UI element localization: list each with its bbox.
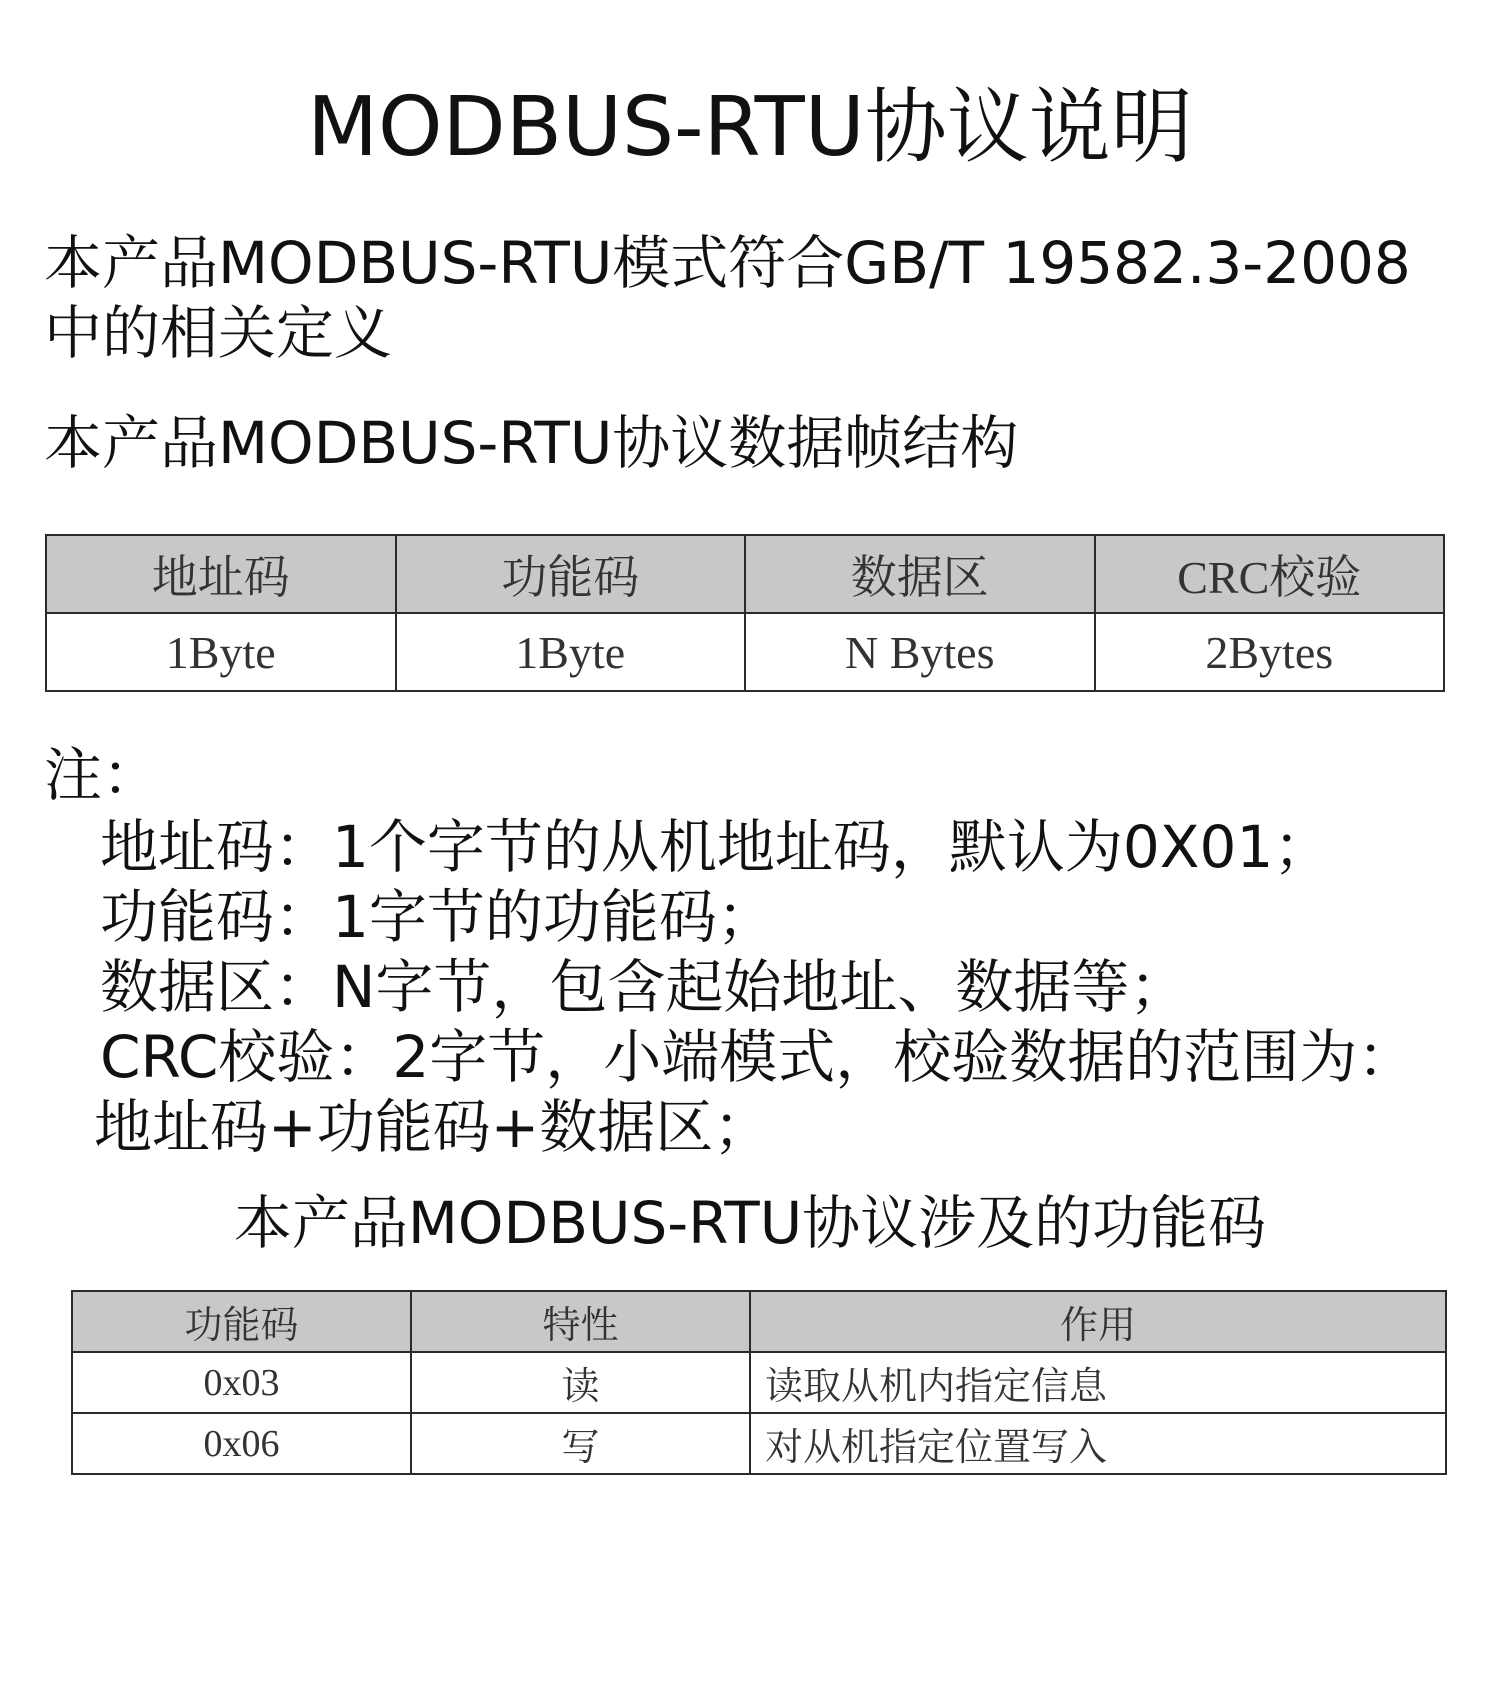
function-codes-table xyxy=(71,1290,1447,1475)
value-data-area: N Bytes xyxy=(745,613,1095,691)
page-title: MODBUS-RTU协议说明 xyxy=(307,80,1193,175)
table-row xyxy=(72,1413,1446,1474)
value-function-code: 1Byte xyxy=(396,613,746,691)
cell-property: 写 xyxy=(411,1413,750,1474)
notes-list xyxy=(94,812,1416,1162)
header-function-code: 功能码 xyxy=(72,1291,411,1352)
table-header-row xyxy=(46,535,1444,613)
table-row xyxy=(46,613,1444,691)
function-codes-heading: 本产品MODBUS-RTU协议涉及的功能码 xyxy=(233,1189,1267,1257)
value-crc-check: 2Bytes xyxy=(1095,613,1445,691)
value-address-code: 1Byte xyxy=(46,613,396,691)
table-row xyxy=(72,1352,1446,1413)
cell-code: 0x06 xyxy=(72,1413,411,1474)
header-property: 特性 xyxy=(411,1291,750,1352)
cell-property: 读 xyxy=(411,1352,750,1413)
intro-text: 本产品MODBUS-RTU模式符合GB/T 19582.3-2008中的相关定义 xyxy=(44,229,1411,367)
frame-structure-table xyxy=(45,534,1445,692)
header-function-code: 功能码 xyxy=(396,535,746,613)
header-purpose: 作用 xyxy=(750,1291,1446,1352)
header-address-code: 地址码 xyxy=(46,535,396,613)
cell-code: 0x03 xyxy=(72,1352,411,1413)
note-function-code: 功能码：1字节的功能码； xyxy=(100,883,775,951)
frame-structure-heading: 本产品MODBUS-RTU协议数据帧结构 xyxy=(44,409,1019,477)
header-crc-check: CRC校验 xyxy=(1095,535,1445,613)
note-address-code: 地址码：1个字节的从机地址码，默认为0X01； xyxy=(100,813,1332,881)
note-data-area: 数据区：N字节，包含起始地址、数据等； xyxy=(100,953,1188,1021)
note-crc-range: 地址码+功能码+数据区； xyxy=(94,1093,772,1161)
note-crc-check: CRC校验：2字节，小端模式，校验数据的范围为： xyxy=(100,1023,1416,1091)
notes-label: 注： xyxy=(44,741,161,809)
cell-purpose: 读取从机内指定信息 xyxy=(750,1352,1446,1413)
table-header-row xyxy=(72,1291,1446,1352)
cell-purpose: 对从机指定位置写入 xyxy=(750,1413,1446,1474)
header-data-area: 数据区 xyxy=(745,535,1095,613)
